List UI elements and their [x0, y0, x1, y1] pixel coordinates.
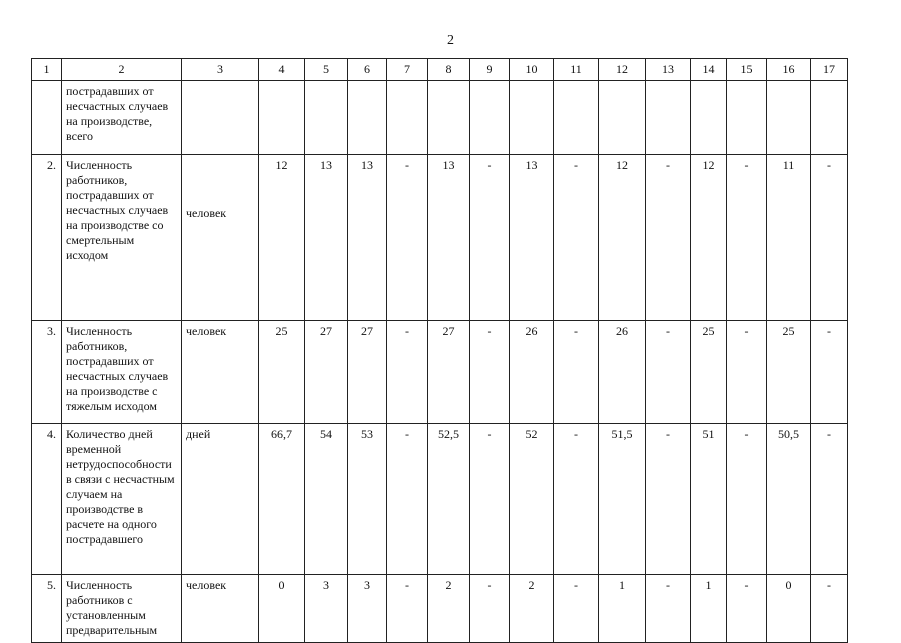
value-cell: 2	[510, 575, 554, 643]
value-cell: 26	[599, 321, 646, 424]
value-cell: 3	[305, 575, 348, 643]
value-cell: 12	[259, 155, 305, 321]
value-cell: -	[811, 575, 848, 643]
column-header: 10	[510, 59, 554, 81]
value-cell: 2	[428, 575, 470, 643]
table-row	[32, 424, 848, 575]
value-cell: -	[727, 155, 767, 321]
value-cell	[811, 81, 848, 155]
unit-cell: человек	[182, 155, 259, 321]
value-cell: -	[554, 575, 599, 643]
value-cell: 0	[259, 575, 305, 643]
value-cell: -	[387, 155, 428, 321]
value-cell	[510, 81, 554, 155]
value-cell: -	[646, 424, 691, 575]
row-number: 3.	[32, 321, 62, 424]
value-cell: 0	[767, 575, 811, 643]
value-cell: -	[727, 575, 767, 643]
value-cell: -	[470, 424, 510, 575]
indicator-name: Численность работников, пострадавших от несчастных случаев на производстве со смертельным исходом	[62, 155, 182, 321]
header-row	[32, 59, 848, 81]
unit-cell: человек	[182, 575, 259, 643]
column-header: 12	[599, 59, 646, 81]
unit-cell: дней	[182, 424, 259, 575]
value-cell: 1	[599, 575, 646, 643]
value-cell: 12	[691, 155, 727, 321]
column-header: 16	[767, 59, 811, 81]
row-number: 4.	[32, 424, 62, 575]
value-cell: 52,5	[428, 424, 470, 575]
table-row	[32, 155, 848, 321]
value-cell: 25	[767, 321, 811, 424]
value-cell	[305, 81, 348, 155]
page-number: 2	[447, 33, 454, 48]
row-number: 5.	[32, 575, 62, 643]
value-cell: 12	[599, 155, 646, 321]
value-cell: -	[554, 321, 599, 424]
value-cell	[554, 81, 599, 155]
value-cell	[767, 81, 811, 155]
value-cell: 1	[691, 575, 727, 643]
indicator-name: Численность работников, пострадавших от несчастных случаев на производстве с тяжелым исходом	[62, 321, 182, 424]
value-cell	[691, 81, 727, 155]
value-cell: 51	[691, 424, 727, 575]
indicator-name: Численность работников с установленным предварительным	[62, 575, 182, 643]
value-cell: -	[554, 155, 599, 321]
table-row	[32, 575, 848, 643]
value-cell	[387, 81, 428, 155]
column-header: 4	[259, 59, 305, 81]
value-cell: -	[470, 575, 510, 643]
value-cell	[599, 81, 646, 155]
value-cell	[428, 81, 470, 155]
value-cell: 25	[691, 321, 727, 424]
value-cell: -	[470, 155, 510, 321]
column-header: 5	[305, 59, 348, 81]
value-cell: -	[554, 424, 599, 575]
value-cell: -	[646, 155, 691, 321]
value-cell	[470, 81, 510, 155]
value-cell: -	[387, 424, 428, 575]
value-cell: 13	[305, 155, 348, 321]
value-cell: 50,5	[767, 424, 811, 575]
column-header: 1	[32, 59, 62, 81]
column-header: 2	[62, 59, 182, 81]
value-cell: 13	[428, 155, 470, 321]
indicator-name: пострадавших от несчастных случаев на производстве, всего	[62, 81, 182, 155]
value-cell	[348, 81, 387, 155]
value-cell	[646, 81, 691, 155]
value-cell: 66,7	[259, 424, 305, 575]
value-cell: 11	[767, 155, 811, 321]
value-cell: 52	[510, 424, 554, 575]
row-number	[32, 81, 62, 155]
column-header: 15	[727, 59, 767, 81]
value-cell: -	[727, 424, 767, 575]
value-cell: 27	[305, 321, 348, 424]
row-number: 2.	[32, 155, 62, 321]
value-cell: -	[646, 321, 691, 424]
value-cell: -	[646, 575, 691, 643]
value-cell: 13	[510, 155, 554, 321]
column-header: 13	[646, 59, 691, 81]
column-header: 14	[691, 59, 727, 81]
table-row	[32, 321, 848, 424]
value-cell	[727, 81, 767, 155]
value-cell: -	[470, 321, 510, 424]
value-cell: -	[387, 575, 428, 643]
indicator-name: Количество дней временной нетрудоспособности в связи с несчастным случаем на производстве в расчете на одного пострадавшего	[62, 424, 182, 575]
value-cell: 27	[348, 321, 387, 424]
table-row	[32, 81, 848, 155]
value-cell: 54	[305, 424, 348, 575]
column-header: 8	[428, 59, 470, 81]
data-table	[31, 58, 848, 643]
column-header: 9	[470, 59, 510, 81]
value-cell	[259, 81, 305, 155]
value-cell: 13	[348, 155, 387, 321]
value-cell: -	[387, 321, 428, 424]
column-header: 11	[554, 59, 599, 81]
unit-cell: человек	[182, 321, 259, 424]
column-header: 6	[348, 59, 387, 81]
value-cell: 53	[348, 424, 387, 575]
value-cell: -	[811, 155, 848, 321]
value-cell: 26	[510, 321, 554, 424]
column-header: 17	[811, 59, 848, 81]
value-cell: 25	[259, 321, 305, 424]
value-cell: -	[811, 424, 848, 575]
unit-cell	[182, 81, 259, 155]
value-cell: -	[727, 321, 767, 424]
value-cell: 51,5	[599, 424, 646, 575]
column-header: 7	[387, 59, 428, 81]
value-cell: -	[811, 321, 848, 424]
value-cell: 27	[428, 321, 470, 424]
column-header: 3	[182, 59, 259, 81]
value-cell: 3	[348, 575, 387, 643]
